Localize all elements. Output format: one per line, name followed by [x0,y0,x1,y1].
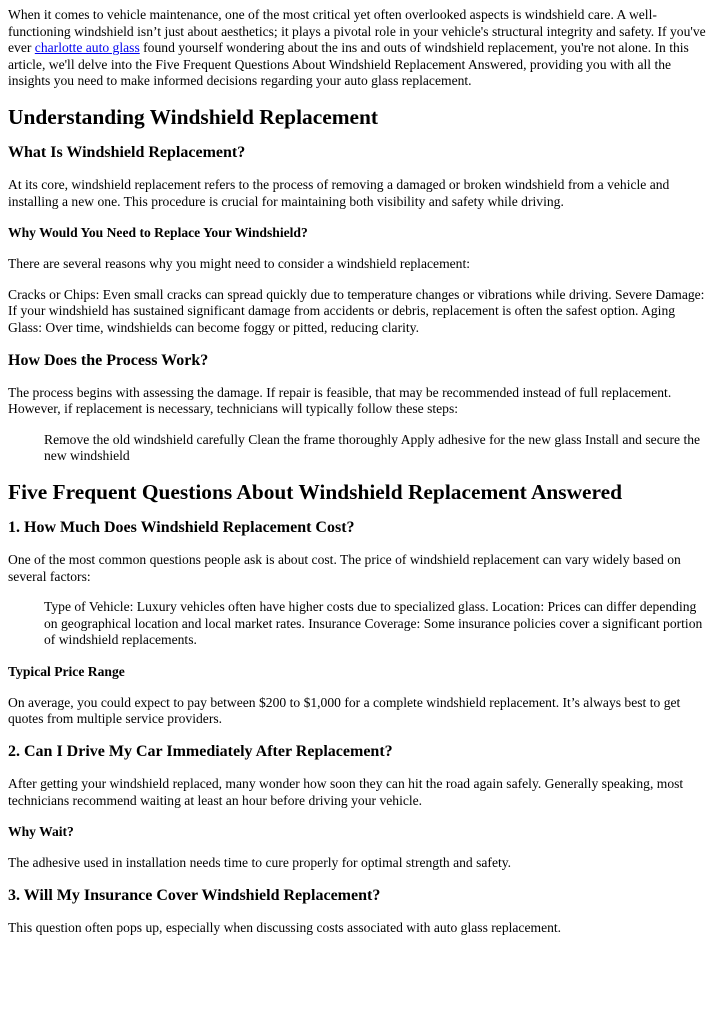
section-heading-understanding: Understanding Windshield Replacement [8,104,379,129]
what-is-paragraph: At its core, windshield replacement refers to the process of removing a damaged or broken windshield from a vehicle and installing a new one. This procedure is crucial for maintaining both visibility and safety while driving. [8,176,670,209]
question-3-paragraph: This question often pops up, especially when discussing costs associated with auto glass replacement. [8,919,562,935]
process-steps-quote: Remove the old windshield carefully Clean the frame thoroughly Apply adhesive for the new glass Install and secure the new windshield [44,431,701,464]
reasons-paragraph: Cracks or Chips: Even small cracks can spread quickly due to temperature changes or vibrations while driving. Severe Damage: If your windshield has sustained significant damage from accidents or debris, replacement is often the safest option. Aging Glass: Over time, windshields can become foggy or pitted, reducing clarity. [8,286,705,335]
subheading-why-wait: Why Wait? [8,824,74,840]
intro-paragraph [8,7,712,90]
charlotte-auto-glass-link[interactable]: charlotte auto glass [34,40,140,56]
intro-text-after-link: found yourself wondering about the ins and outs of windshield replacement, you're not alone. In this article, we'll delve into the Five Frequent Questions About Windshield Replacement Answered, providing you with all the insights you need to make informed decisions regarding your auto glass replacement. [8,40,689,89]
cost-factors-quote: Type of Vehicle: Luxury vehicles often have higher costs due to specialized glass. Location: Prices can differ depending on geographical location and local market rates. Insurance Coverage: Some insurance policies cover a significant portion of windshield replacements. [44,599,703,648]
subheading-what-is: What Is Windshield Replacement? [8,143,246,161]
question-2-heading: 2. Can I Drive My Car Immediately After Replacement? [8,743,393,761]
section-heading-five-questions: Five Frequent Questions About Windshield Replacement Answered [8,479,623,504]
why-wait-paragraph: The adhesive used in installation needs time to cure properly for optimal strength and safety. [8,855,512,871]
question-3-heading: 3. Will My Insurance Cover Windshield Replacement? [8,886,381,904]
question-1-paragraph: One of the most common questions people ask is about cost. The price of windshield replacement can vary widely based on several factors: [8,551,681,584]
process-paragraph: The process begins with assessing the damage. If repair is feasible, that may be recommended instead of full replacement. However, if replacement is necessary, technicians will typically follow these steps: [8,384,672,417]
subheading-price-range: Typical Price Range [8,663,125,679]
question-2-paragraph: After getting your windshield replaced, many wonder how soon they can hit the road again safely. Generally speaking, most technicians recommend waiting at least an hour before driving your vehicle. [8,776,684,808]
price-range-paragraph: On average, you could expect to pay between $200 to $1,000 for a complete windshield replacement. It’s always best to get quotes from multiple service providers. [8,694,681,727]
question-1-heading: 1. How Much Does Windshield Replacement Cost? [8,518,355,536]
subheading-why-replace: Why Would You Need to Replace Your Windshield? [8,225,308,241]
intro-text-before-link: When it comes to vehicle maintenance, one of the most critical yet often overlooked aspects is windshield care. A well-functioning windshield isn’t just about aesthetics; it plays a pivotal role in your vehicle's structural integrity and safety. If you've ever [8,7,706,56]
why-replace-paragraph: There are several reasons why you might need to consider a windshield replacement: [8,256,471,272]
subheading-process: How Does the Process Work? [8,351,209,369]
